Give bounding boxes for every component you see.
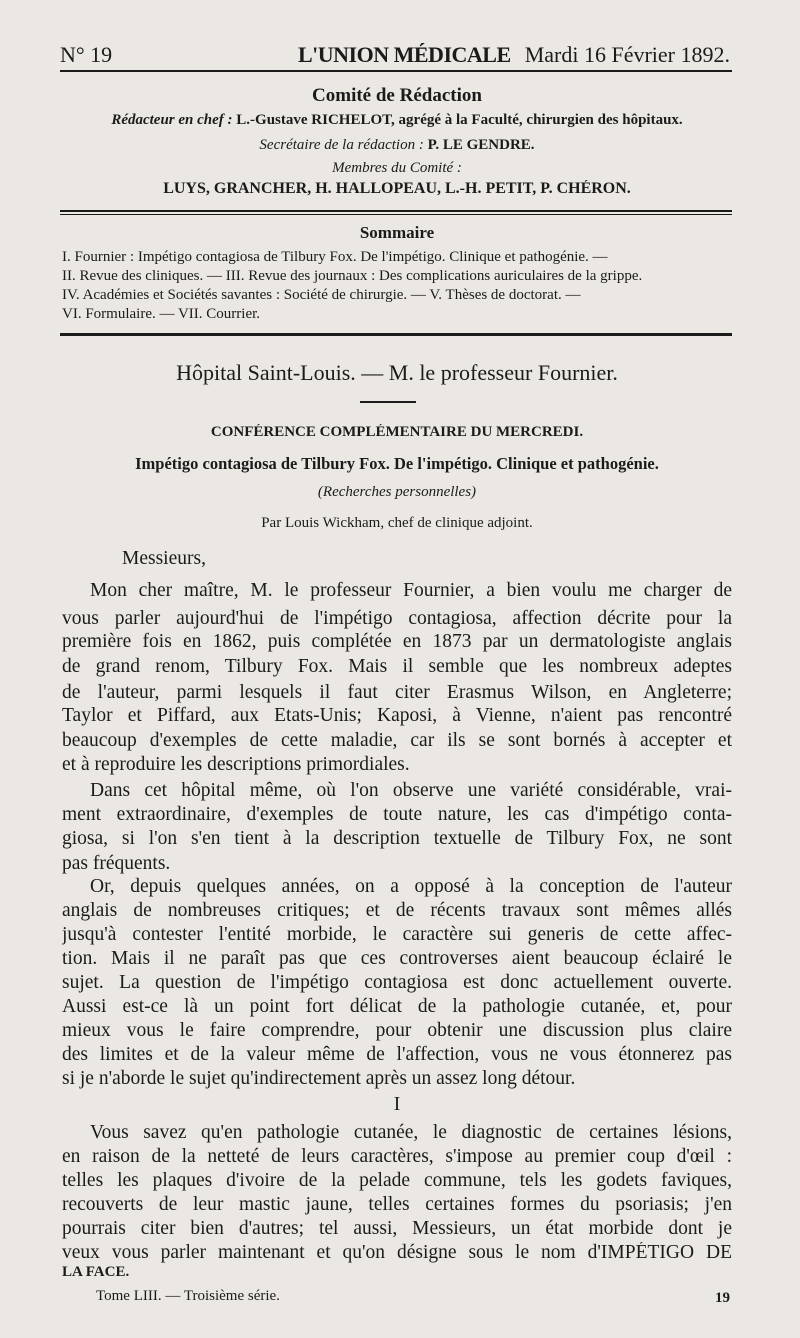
page-header bbox=[60, 34, 730, 70]
committee-secretary: Secrétaire de la rédaction : P. LE GENDRE. bbox=[259, 137, 535, 153]
summary-title: Sommaire bbox=[359, 223, 435, 242]
article-subtitle: (Recherches personnelles) bbox=[317, 484, 477, 500]
committee-members: LUYS, GRANCHER, H. HALLOPEAU, L.-H. PETIT, P. CHÉRON. bbox=[163, 180, 631, 197]
para2-line-2: ment extraordinaire, d'exemples de toute nature, les cas d'impétigo conta- bbox=[62, 804, 732, 825]
para2-line-4: pas fréquents. bbox=[62, 853, 171, 874]
issue-date: Mardi 16 Février 1892. bbox=[524, 42, 730, 67]
journal-title: L'UNION MÉDICALE bbox=[298, 42, 511, 67]
footer-volume: Tome LIII. — Troisième série. bbox=[96, 1288, 280, 1304]
para1-line-3: première fois en 1862, puis complétée en 1873 par un dermatologiste anglais bbox=[62, 631, 732, 652]
summary-line-2: II. Revue des cliniques. — III. Revue des journaux : Des complications auriculaires de la grippe. bbox=[62, 268, 643, 284]
issue-number: N° 19 bbox=[60, 42, 113, 67]
para1-line-1: Mon cher maître, M. le professeur Fournier, a bien voulu me charger de bbox=[90, 580, 732, 601]
para1-line-8: et à reproduire les descriptions primordiales. bbox=[62, 754, 410, 775]
para3-line-1: Or, depuis quelques années, on a opposé à la conception de l'auteur bbox=[90, 876, 732, 897]
para3-line-6: Aussi est-ce là un point fort délicat de la pathologie cutanée, et, pour bbox=[62, 996, 732, 1017]
para4-line-6: veux vous parler maintenant et qu'on désigne sous le nom d'IMPÉTIGO DE bbox=[62, 1242, 732, 1263]
para1-line-5: de l'auteur, parmi lesquels il faut citer Erasmus Wilson, en Angleterre; bbox=[62, 682, 732, 703]
header-rule bbox=[60, 70, 732, 72]
committee-editor: Rédacteur en chef : L.-Gustave RICHELOT, agrégé à la Faculté, chirurgien des hôpitaux. bbox=[111, 112, 683, 128]
short-rule bbox=[360, 401, 416, 403]
committee-rule-2 bbox=[60, 214, 732, 215]
committee-title: Comité de Rédaction bbox=[312, 85, 482, 106]
committee-members-label: Membres du Comité : bbox=[332, 160, 462, 176]
para4-line-3: telles les plaques d'ivoire de la pelade commune, tels les godets faviques, bbox=[62, 1170, 732, 1191]
para1-line-7: beaucoup d'exemples de cette maladie, car ils se sont bornés à accepter et bbox=[62, 730, 732, 751]
committee-rule-1 bbox=[60, 210, 732, 212]
para4-line-5: pourrais citer bien d'autres; tel aussi, Messieurs, un état morbide dont je bbox=[62, 1218, 732, 1239]
summary-line-1: I. Fournier : Impétigo contagiosa de Tilbury Fox. De l'impétigo. Clinique et pathogénie. — bbox=[62, 249, 608, 265]
hospital-heading: Hôpital Saint-Louis. — M. le professeur Fournier. bbox=[176, 360, 618, 385]
salutation: Messieurs, bbox=[122, 548, 206, 569]
summary-line-3: IV. Académies et Sociétés savantes : Société de chirurgie. — V. Thèses de doctorat. — bbox=[62, 287, 581, 303]
para4-line-1: Vous savez qu'en pathologie cutanée, le diagnostic de certaines lésions, bbox=[90, 1122, 732, 1143]
summary-rule bbox=[60, 333, 732, 336]
para4-line-2: en raison de la netteté de leurs caractères, s'impose au premier coup d'œil : bbox=[62, 1146, 732, 1167]
para3-line-2: anglais de nombreuses critiques; et de récents travaux sont mêmes allés bbox=[62, 900, 732, 921]
para1-line-2: vous parler aujourd'hui de l'impétigo contagiosa, affection décrite pour la bbox=[62, 608, 732, 629]
summary-line-4: VI. Formulaire. — VII. Courrier. bbox=[62, 306, 261, 322]
para1-line-6: Taylor et Piffard, aux Etats-Unis; Kaposi, à Vienne, n'aient pas rencontré bbox=[62, 705, 732, 726]
para2-line-3: giosa, si l'on s'en tient à la description textuelle de Tilbury Fox, ne sont bbox=[62, 828, 732, 849]
para3-line-9: si je n'aborde le sujet qu'indirectement après un assez long détour. bbox=[62, 1068, 576, 1089]
para4-line-7: LA FACE. bbox=[62, 1264, 130, 1280]
para3-line-5: sujet. La question de l'impétigo contagiosa est donc actuellement ouverte. bbox=[62, 972, 732, 993]
para1-line-4: de grand renom, Tilbury Fox. Mais il semble que les nombreux adeptes bbox=[62, 656, 732, 677]
para3-line-3: jusqu'à contester l'entité morbide, le caractère sui generis de cette affec- bbox=[62, 924, 732, 945]
conference-heading: CONFÉRENCE COMPLÉMENTAIRE DU MERCREDI. bbox=[210, 424, 584, 440]
section-number: I bbox=[393, 1094, 401, 1115]
para3-line-7: mieux vous le faire comprendre, pour obtenir une discussion plus claire bbox=[62, 1020, 732, 1041]
article-author: Par Louis Wickham, chef de clinique adjoint. bbox=[261, 515, 533, 531]
para3-line-8: des limites et de la valeur même de l'affection, vous ne vous étonnerez pas bbox=[62, 1044, 732, 1065]
footer-page-number: 19 bbox=[715, 1290, 730, 1306]
para4-line-4: recouverts de leur mastic jaune, telles certaines formes du psoriasis; j'en bbox=[62, 1194, 732, 1215]
para2-line-1: Dans cet hôpital même, où l'on observe une variété considérable, vrai- bbox=[90, 780, 732, 801]
para3-line-4: tion. Mais il ne paraît pas que ces controverses aient beaucoup éclairé le bbox=[62, 948, 732, 969]
article-title: Impétigo contagiosa de Tilbury Fox. De l'impétigo. Clinique et pathogénie. bbox=[135, 454, 659, 473]
